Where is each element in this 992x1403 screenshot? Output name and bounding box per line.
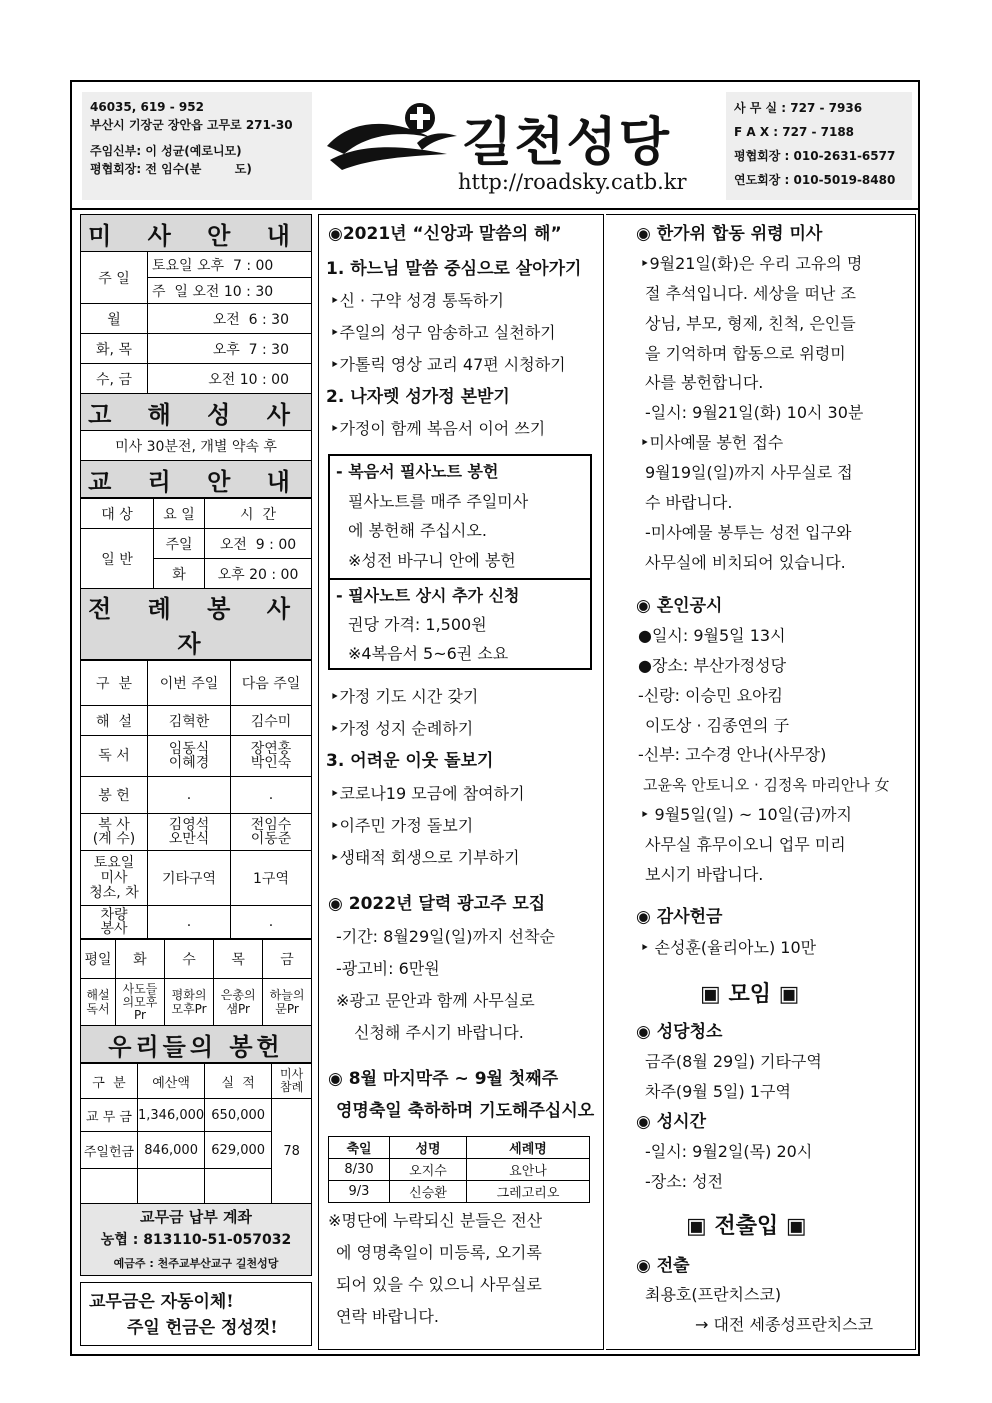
chuseok-line: 9월19일(일)까지 사무실로 접 <box>645 463 853 482</box>
mass-time: 오전 10 : 00 <box>148 364 312 394</box>
meeting-title: ▣ 모임 ▣ <box>700 982 800 1007</box>
feast-note-line: ※명단에 누락되신 분들은 전산 <box>328 1211 543 1230</box>
servers-title: 전 례 봉 사 자 <box>81 589 312 660</box>
server-role: 봉 헌 <box>81 777 148 814</box>
mass-title: 미 사 안 내 <box>81 215 312 252</box>
offering-empty <box>81 1169 138 1204</box>
note-box-2-title: - 필사노트 상시 추가 신청 <box>336 586 520 605</box>
offering-label: 주일헌금 <box>81 1132 138 1169</box>
mass-time: 오후 7 : 30 <box>148 334 312 364</box>
server-role: 복 사 (계 수) <box>81 814 148 851</box>
server-next: 전임수 이동준 <box>231 814 312 851</box>
wedding-line: 사무실 휴무이오니 업무 미리 <box>645 835 846 854</box>
parish-url[interactable]: http://roadsky.catb.kr <box>458 170 687 194</box>
wedding-line: 고윤옥 안토니오 · 김정옥 마리안나 女 <box>643 776 890 794</box>
feast-note-line: 되어 있을 수 있으니 사무실로 <box>336 1275 542 1294</box>
header-info-left <box>82 92 312 200</box>
calendar-line: -기간: 8월29일(일)까지 선착순 <box>336 927 555 946</box>
section-3-item: ‣이주민 가정 돌보기 <box>330 816 474 835</box>
doctrine-day: 화 <box>154 559 205 589</box>
weekday-group: 평화의 모후Pr <box>164 979 213 1026</box>
parish-title: 길천성당 <box>462 113 671 173</box>
account-box <box>80 1204 312 1276</box>
server-this: 김영석 오만식 <box>148 814 231 851</box>
feast-note-line: 에 영명축일이 미등록, 오기록 <box>336 1243 542 1262</box>
feast-person: 신승환 <box>390 1181 467 1203</box>
feast-date: 9/3 <box>329 1181 390 1203</box>
section-3-item: ‣생태적 회생으로 기부하기 <box>330 848 520 867</box>
thanks-title: ◉ 감사헌금 <box>636 907 723 927</box>
section-1-item: ‣가톨릭 영상 교리 47편 시청하기 <box>330 355 566 374</box>
chuseok-line: 수 바랍니다. <box>645 493 733 512</box>
cleaning-title: ◉ 성당청소 <box>636 1022 723 1042</box>
section-3-title: 3. 어려운 이웃 돌보기 <box>326 751 494 771</box>
note-box-1-line: 에 봉헌해 주십시오. <box>348 521 487 540</box>
calendar-line: ※광고 문안과 함께 사무실로 <box>336 991 535 1010</box>
wedding-line: 이도상 · 김종연의 子 <box>645 716 790 735</box>
section-2-title: 2. 나자렛 성가정 본받기 <box>326 387 510 407</box>
calendar-line: -광고비: 6만원 <box>336 959 440 978</box>
offering-actual: 629,000 <box>205 1132 272 1169</box>
address-line: 46035, 619 - 952 <box>90 100 204 114</box>
wedding-line: ‣ 9월5일(일) ~ 10일(금)까지 <box>640 805 852 824</box>
offering-budget: 1,346,000 <box>138 1099 205 1132</box>
confession-title: 고 해 성 사 <box>81 394 312 431</box>
holy-hour-line: -장소: 성전 <box>645 1172 724 1191</box>
holy-hour-title: ◉ 성시간 <box>636 1112 707 1132</box>
offering-label: 교 무 금 <box>81 1099 138 1132</box>
cleaning-line: 차주(9월 5일) 1구역 <box>645 1082 791 1101</box>
doctrine-title: 교 리 안 내 <box>81 461 312 498</box>
mass-day: 수, 금 <box>81 364 148 394</box>
year-title: ◉2021년 “신앙과 말씀의 해” <box>328 224 562 244</box>
offering-head: 실 적 <box>205 1064 272 1099</box>
header-contacts <box>726 92 912 200</box>
cleaning-line: 금주(8월 29일) 기타구역 <box>645 1052 822 1071</box>
mass-day: 월 <box>81 304 148 334</box>
offering-empty <box>138 1169 205 1204</box>
doctrine-day: 주일 <box>154 529 205 559</box>
note-box-1-line: ※성전 바구니 안에 봉헌 <box>348 551 516 570</box>
weekday-head: 수 <box>164 940 213 979</box>
doctrine-time: 오전 9 : 00 <box>205 529 312 559</box>
weekday-role: 해설 독서 <box>81 979 116 1026</box>
address-line: 부산시 기장군 장안읍 고무로 271-30 <box>90 118 293 132</box>
server-role: 토요일 미사 청소, 차 <box>81 851 148 906</box>
server-role: 차량 봉사 <box>81 906 148 939</box>
section-1-item: ‣신 · 구약 성경 통독하기 <box>330 291 504 310</box>
wedding-title: ◉ 혼인공시 <box>636 596 723 616</box>
header-divider <box>72 208 919 210</box>
server-next: 장연홍 박인숙 <box>231 736 312 777</box>
holy-hour-line: -일시: 9월2일(목) 20시 <box>645 1142 813 1161</box>
feast-subtitle: 영명축일 축하하며 기도해주십시오 <box>336 1101 595 1121</box>
feast-date: 8/30 <box>329 1159 390 1181</box>
parish-logo <box>322 98 460 178</box>
section-2-item: ‣가정 기도 시간 갖기 <box>330 687 479 706</box>
mass-day: 화, 목 <box>81 334 148 364</box>
doctrine-group: 일 반 <box>81 529 154 589</box>
feast-person: 오지수 <box>390 1159 467 1181</box>
chuseok-line: ‣9월21일(화)은 우리 고유의 명 <box>640 254 863 273</box>
server-this: 임동식 이혜경 <box>148 736 231 777</box>
weekday-head: 화 <box>116 940 165 979</box>
calendar-title: ◉ 2022년 달력 광고주 모집 <box>328 894 546 914</box>
weekday-head: 금 <box>263 940 312 979</box>
contact-council: 평협회장 : 010-2631-6577 <box>734 149 896 163</box>
weekday-head: 평일 <box>81 940 116 979</box>
confession-text: 미사 30분전, 개별 약속 후 <box>81 431 312 461</box>
server-this: . <box>148 906 231 939</box>
wedding-line: ●일시: 9월5일 13시 <box>638 626 786 645</box>
doctrine-head: 시 간 <box>205 499 312 529</box>
weekday-group: 은총의 샘Pr <box>214 979 263 1026</box>
thanks-line: ‣ 손성훈(율리아노) 10만 <box>640 938 817 957</box>
note-box-divider <box>330 578 590 580</box>
weekday-table <box>80 939 312 1063</box>
weekday-head: 목 <box>214 940 263 979</box>
feast-head: 축일 <box>329 1137 390 1159</box>
mass-time: 오전 6 : 30 <box>148 304 312 334</box>
transfer-sub-title: ◉ 전출 <box>636 1256 690 1276</box>
transfer-line: 최용호(프란치스코) <box>645 1285 782 1304</box>
server-this: 김혁한 <box>148 706 231 736</box>
slogan-line: 주일 헌금은 정성껏! <box>127 1318 278 1338</box>
wedding-line: -신랑: 이승민 요아킴 <box>638 686 783 705</box>
doctrine-table <box>80 498 312 660</box>
section-1-title: 1. 하느님 말씀 중심으로 살아가기 <box>326 259 582 279</box>
servers-head: 이번 주일 <box>148 661 231 706</box>
contact-yeondo: 연도회장 : 010-5019-8480 <box>734 173 896 187</box>
mass-time: 주 일 오전 10 : 30 <box>148 278 312 304</box>
feast-baptismal-name: 그레고리오 <box>467 1181 590 1203</box>
mass-schedule-table <box>80 214 312 498</box>
mass-day: 주 일 <box>81 252 148 304</box>
server-next: . <box>231 777 312 814</box>
chuseok-line: 사를 봉헌합니다. <box>645 373 764 392</box>
chuseok-title: ◉ 한가위 합동 위령 미사 <box>636 224 823 244</box>
chuseok-line: -미사예물 봉투는 성전 입구와 <box>645 523 852 542</box>
transfer-line: → 대전 세종성프란치스코 <box>695 1315 874 1334</box>
chuseok-line: 상님, 부모, 형제, 친척, 은인들 <box>645 314 856 333</box>
doctrine-head: 대 상 <box>81 499 154 529</box>
section-2-item: ‣가정 성지 순례하기 <box>330 719 474 738</box>
servers-head: 구 분 <box>81 661 148 706</box>
chuseok-line: ‣미사예물 봉헌 접수 <box>640 433 784 452</box>
council-head: 평협회장: 전 임수(분 도) <box>90 162 252 176</box>
wedding-line: ●장소: 부산가정성당 <box>638 656 787 675</box>
feast-table <box>328 1136 590 1203</box>
slogan-box <box>80 1282 312 1346</box>
note-box-1-title: - 복음서 필사노트 봉헌 <box>336 462 499 481</box>
section-1-item: ‣주일의 성구 암송하고 실천하기 <box>330 323 556 342</box>
server-role: 독 서 <box>81 736 148 777</box>
left-column <box>80 214 312 1346</box>
note-box-2-line: ※4복음서 5~6권 소요 <box>348 644 509 663</box>
account-holder: 예금주 : 천주교부산교구 길천성당 <box>113 1257 279 1270</box>
offering-head: 예산액 <box>138 1064 205 1099</box>
offering-title: 우리들의 봉헌 <box>81 1026 312 1063</box>
transfer-title: ▣ 전출입 ▣ <box>686 1214 807 1239</box>
server-next: 1구역 <box>231 851 312 906</box>
feast-title: ◉ 8월 마지막주 ~ 9월 첫째주 <box>328 1069 559 1089</box>
offering-head: 구 분 <box>81 1064 138 1099</box>
calendar-line: 신청해 주시기 바랍니다. <box>354 1023 524 1042</box>
weekday-group: 사도들 의모후 Pr <box>116 979 165 1026</box>
feast-head: 성명 <box>390 1137 467 1159</box>
section-3-item: ‣코로나19 모금에 참여하기 <box>330 784 525 803</box>
offering-budget: 846,000 <box>138 1132 205 1169</box>
offering-empty <box>205 1169 272 1204</box>
mass-attendance: 78 <box>272 1099 312 1204</box>
offering-head: 미사 참례 <box>272 1064 312 1099</box>
server-role: 해 설 <box>81 706 148 736</box>
mass-time: 토요일 오후 7 : 00 <box>148 252 312 278</box>
doctrine-head: 요 일 <box>154 499 205 529</box>
note-box-1-line: 필사노트를 매주 주일미사 <box>348 492 529 511</box>
weekday-group: 하늘의 문Pr <box>263 979 312 1026</box>
feast-note-line: 연락 바랍니다. <box>336 1307 439 1326</box>
server-next: 김수미 <box>231 706 312 736</box>
note-box-2-line: 권당 가격: 1,500원 <box>348 615 487 634</box>
contact-office: 사 무 실 : 727 - 7936 <box>734 101 863 115</box>
chuseok-line: 사무실에 비치되어 있습니다. <box>645 553 846 572</box>
feast-head: 세례명 <box>467 1137 590 1159</box>
wedding-line: 보시기 바랍니다. <box>645 865 764 884</box>
offering-table <box>80 1063 312 1204</box>
contact-fax: F A X : 727 - 7188 <box>734 125 855 139</box>
server-this: . <box>148 777 231 814</box>
servers-head: 다음 주일 <box>231 661 312 706</box>
pastor-name: 주임신부: 이 성균(예로니모) <box>90 144 242 158</box>
offering-actual: 650,000 <box>205 1099 272 1132</box>
server-next: . <box>231 906 312 939</box>
chuseok-line: 절 추석입니다. 세상을 떠난 조 <box>645 284 856 303</box>
section-2-item: ‣가정이 함께 복음서 이어 쓰기 <box>330 419 546 438</box>
chuseok-line: -일시: 9월21일(화) 10시 30분 <box>645 403 864 422</box>
chuseok-line: 을 기억하며 합동으로 위령미 <box>645 344 846 363</box>
wedding-line: -신부: 고수경 안나(사무장) <box>638 745 827 764</box>
account-title: 교무금 납부 계좌 <box>140 1208 252 1226</box>
feast-baptismal-name: 요안나 <box>467 1159 590 1181</box>
doctrine-time: 오후 20 : 00 <box>205 559 312 589</box>
account-number: 농협 : 813110-51-057032 <box>100 1232 292 1248</box>
server-this: 기타구역 <box>148 851 231 906</box>
servers-table <box>80 660 312 939</box>
slogan-line: 교무금은 자동이체! <box>89 1292 234 1312</box>
